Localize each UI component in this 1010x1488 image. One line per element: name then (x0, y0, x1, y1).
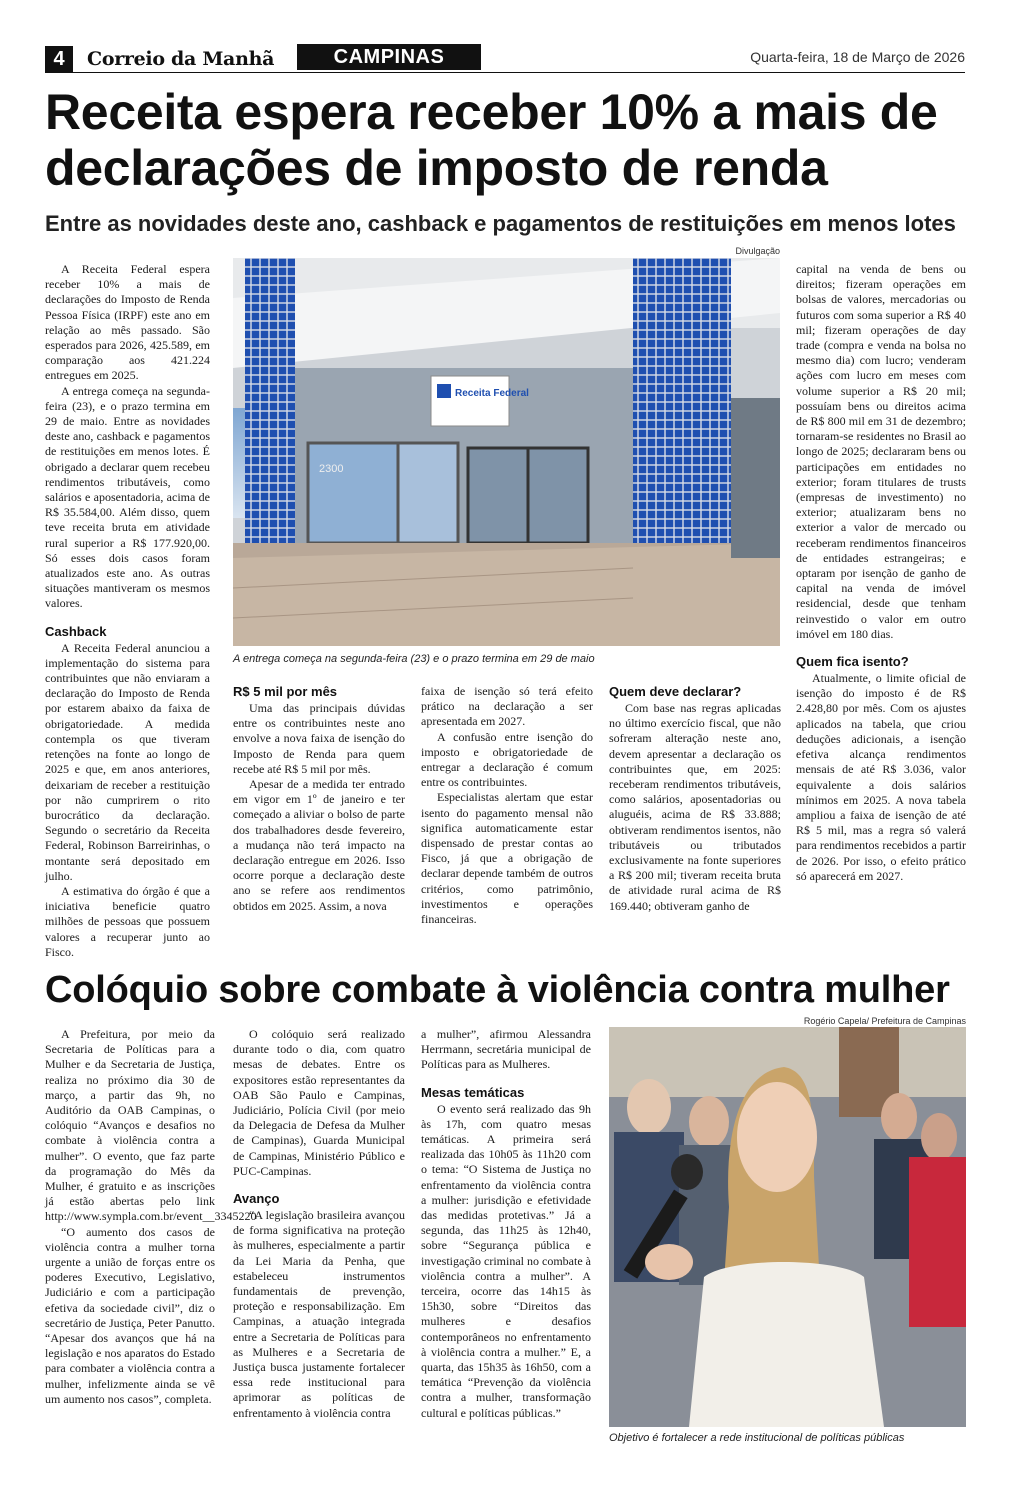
paragraph: Atualmente, o limite oficial de isenção do imposto é de R$ 2.428,80 por mês. Com os ajustes aplicados na tabela, que criou deduções adicionais, a isenção efetiva alcança rendimentos mensais de até R$ 3.036, valor equivalente a dois salários mínimos em 2025. A nova tabela ampliou a faixa de isenção de até R$ 5 mil, mas a regra só valerá para rendimentos recebidos a partir de 2026. Por isso, o efeito prático só aparecerá em 2027. (796, 671, 966, 883)
paragraph: A Prefeitura, por meio da Secretaria de Políticas para a Mulher e da Secretaria de Justiça, realiza no próximo dia 30 de março, a partir das 9h, no Auditório da OAB Campinas, o colóquio “Avanços e desafios no combate à violência contra a mulher”. O evento, que faz parte da programação do Mês da Mulher, é gratuito e as inscrições já estão abertas pelo link http://www.sympla.com.br/event__3345220 (45, 1027, 257, 1224)
article1-column-5 (796, 262, 966, 884)
speaker-woman-photo (609, 1027, 966, 1427)
photo2-credit: Rogério Capela/ Prefeitura de Campinas (803, 1016, 966, 1026)
who-must-declare-heading: Quem deve declarar? (609, 684, 742, 699)
paragraph: Apesar de a medida ter entrado em vigor em 1º de janeiro e ter começado a aliviar o bolso de parte dos trabalhadores desde fevereiro, a mudança não terá impacto na declaração entregue em 2026. Isso ocorre porque a declaração deste ano se refere aos rendimentos obtidos em 2025. Assim, a nova (233, 777, 405, 913)
paragraph: A Receita Federal anunciou a implementação do sistema para contribuintes que não enviaram a declaração do Imposto de Renda por estarem abaixo da faixa de obrigatoriedade. A medida contempla os que tiveram retenções na fonte ao longo de 2025 e que, em anos anteriores, deixariam de receber a restituição por não cumprirem o rito burocrático da declaração. Segundo o secretário da Receita Federal, Robinson Barreirinhas, o montante será depositado em julho. (45, 640, 210, 883)
masthead-rule (45, 72, 965, 73)
building-sign-text: Receita Federal (455, 388, 529, 399)
advance-heading: Avanço (233, 1191, 280, 1207)
article1-column-4 (609, 684, 781, 914)
paragraph: faixa de isenção só terá efeito prático na declaração a ser apresentada em 2027. (421, 684, 593, 729)
photo1-credit: Divulgação (735, 246, 780, 256)
article1-subhead: Entre as novidades deste ano, cashback e pagamentos de restituições em menos lotes (45, 211, 956, 236)
paragraph: A confusão entre isenção do imposto e obrigatoriedade de entregar a declaração é comum entre os contribuintes. (421, 729, 593, 790)
article1-column-2 (233, 684, 405, 914)
five-thousand-heading: R$ 5 mil por mês (233, 684, 338, 699)
article2-headline: Colóquio sobre combate à violência contra mulher (45, 969, 950, 1011)
paragraph: “O aumento dos casos de violência contra a mulher torna urgente a união de forças entre os poderes Executivo, Legislativo, Judiciário e com a participação efetiva da sociedade civil”, diz o secretário de Justiça, Peter Panutto. “Apesar dos avanços que há na legislação e nos aparatos do Estado para combater a violência contra a mulher, infelizmente ainda se vê um aumento nos casos”, completa. (45, 1224, 215, 1406)
article1-column-1 (45, 262, 210, 960)
building-illustration (233, 258, 780, 646)
page-number: 4 (45, 46, 73, 72)
receita-federal-building-photo (233, 258, 780, 646)
paragraph: Uma das principais dúvidas entre os contribuintes neste ano envolve a nova faixa de isenção do Imposto de Renda para quem recebe até R$ 5 mil por mês. (233, 701, 405, 776)
paragraph: O evento será realizado das 9h às 17h, com quatro mesas temáticas. A primeira será realizada das 10h05 às 11h20 com o tema: “O Sistema de Justiça no enfrentamento da violência contra a mulher: jurisdição e efetividade das medidas protetivas.” Já a segunda, das 11h25 às 12h40, sobre “Segurança pública e investigação criminal no combate à violência contra a mulher”. A terceira, ocorre das 14h15 às 15h30, sobre “Direitos das mulheres e desafios contemporâneos no enfrentamento à violência contra a mulher.” E, a quarta, das 15h35 às 16h50, com a temática “Prevenção da violência contra a mulher, transformação cultural e políticas públicas.” (421, 1101, 591, 1420)
paragraph: “A legislação brasileira avançou de forma significativa na proteção às mulheres, especialmente a partir da Lei Maria da Penha, que estabeleceu instrumentos fundamentais de prevenção, proteção e responsabilização. Em Campinas, a atuação integrada entre a Secretaria de Políticas para as Mulheres e a Secretaria de Justiça busca justamente fortalecer essa rede institucional para aprimorar as políticas de enfrentamento à violência contra (233, 1208, 405, 1420)
issue-date: Quarta-feira, 18 de Março de 2026 (750, 49, 965, 65)
article2-column-1 (45, 1027, 257, 1407)
paragraph: a mulher”, afirmou Alessandra Herrmann, secretária municipal de Políticas para as Mulheres. (421, 1027, 591, 1072)
photo1-caption: A entrega começa na segunda-feira (23) e o prazo termina em 29 de maio (233, 653, 595, 665)
cashback-heading: Cashback (45, 623, 107, 639)
speaker-illustration (609, 1027, 966, 1427)
paragraph: capital na venda de bens ou direitos; fizeram operações em bolsas de valores, mercadorias ou futuros com soma superior a R$ 40 mil; fizeram operações de day trade (compra e venda na bolsa no mesmo dia) com lucro; venderam ações com lucro em meses com volume superior a R$ 20 mil; possuíam bens ou direitos acima de R$ 800 mil em 31 de dezembro; tornaram-se residentes no Brasil ao longo de 2025; declararam bens ou participações em entidades no exterior; foram titulares de trusts (empresas de investimento) no exterior; atualizaram bens no exterior a valor de mercado ou receberam rendimentos financeiros de entidades estrangeiras; e optaram por isenção de ganho de capital na venda de imóvel residencial, desde que tenham reinvestido o valor em outro imóvel em 180 dias. (796, 262, 966, 641)
article2-column-2 (233, 1027, 405, 1421)
who-is-exempt-heading: Quem fica isento? (796, 654, 909, 670)
masthead (45, 44, 965, 74)
paragraph: A entrega começa na segunda-feira (23), e o prazo termina em 29 de maio. Entre as novidades deste ano, cashback e pagamentos de restituições em menos lotes. É obrigado a declarar quem recebeu rendimentos tributáveis, como salários e aposentadoria, acima de R$ 35.584,00. Além disso, quem teve receita bruta em atividade rural superior a R$ 177.920,00. Só esses dois casos foram atualizados este ano. As outras situações mantiveram os mesmos valores. (45, 383, 210, 611)
paragraph: A Receita Federal espera receber 10% a mais de declarações do Imposto de Renda Pessoa Física (IRPF) este ano em relação ao mês passado. São esperados para 2026, 425.589, em comparação aos 421.224 entregues em 2025. (45, 262, 210, 383)
thematic-tables-heading: Mesas temáticas (421, 1084, 525, 1100)
paragraph: Com base nas regras aplicadas no último exercício fiscal, que não sofreram alteração neste ano, devem apresentar a declaração os contribuintes que, em 2025: receberam rendimentos tributáveis, como salários, aposentadorias ou aluguéis, acima de R$ 33.888; obtiveram rendimentos isentos, não tributáveis ou tributados exclusivamente na fonte superiores a R$ 200 mil; tiveram receita bruta de atividade rural acima de R$ 169.440; obtiveram ganho de (609, 701, 781, 913)
building-number: 2300 (319, 463, 344, 475)
article2-column-3 (421, 1027, 591, 1421)
photo2-caption: Objetivo é fortalecer a rede institucional de políticas públicas (609, 1432, 905, 1444)
paragraph: Especialistas alertam que estar isento do pagamento mensal não significa automaticamente estar dispensado de prestar contas ao Fisco, já que a obrigação de declarar depende também de outros critérios, como patrimônio, investimentos e operações financeiras. (421, 790, 593, 927)
article1-column-3 (421, 684, 593, 927)
article1-headline: Receita espera receber 10% a mais de declarações de imposto de renda (45, 84, 938, 196)
newspaper-name: Correio da Manhã (87, 48, 275, 70)
paragraph: O colóquio será realizado durante todo o dia, com quatro mesas de debates. Entre os expositores estão representantes da OAB São Paulo e Campinas, Judiciário, Polícia Civil (por meio da Delegacia de Defesa da Mulher de Campinas), Guarda Municipal de Campinas, Ministério Público e PUC-Campinas. (233, 1027, 405, 1178)
paragraph: A estimativa do órgão é que a iniciativa beneficie quatro milhões de pessoas que possuem valores a recuperar junto ao Fisco. (45, 883, 210, 959)
section-label: CAMPINAS (297, 44, 481, 70)
